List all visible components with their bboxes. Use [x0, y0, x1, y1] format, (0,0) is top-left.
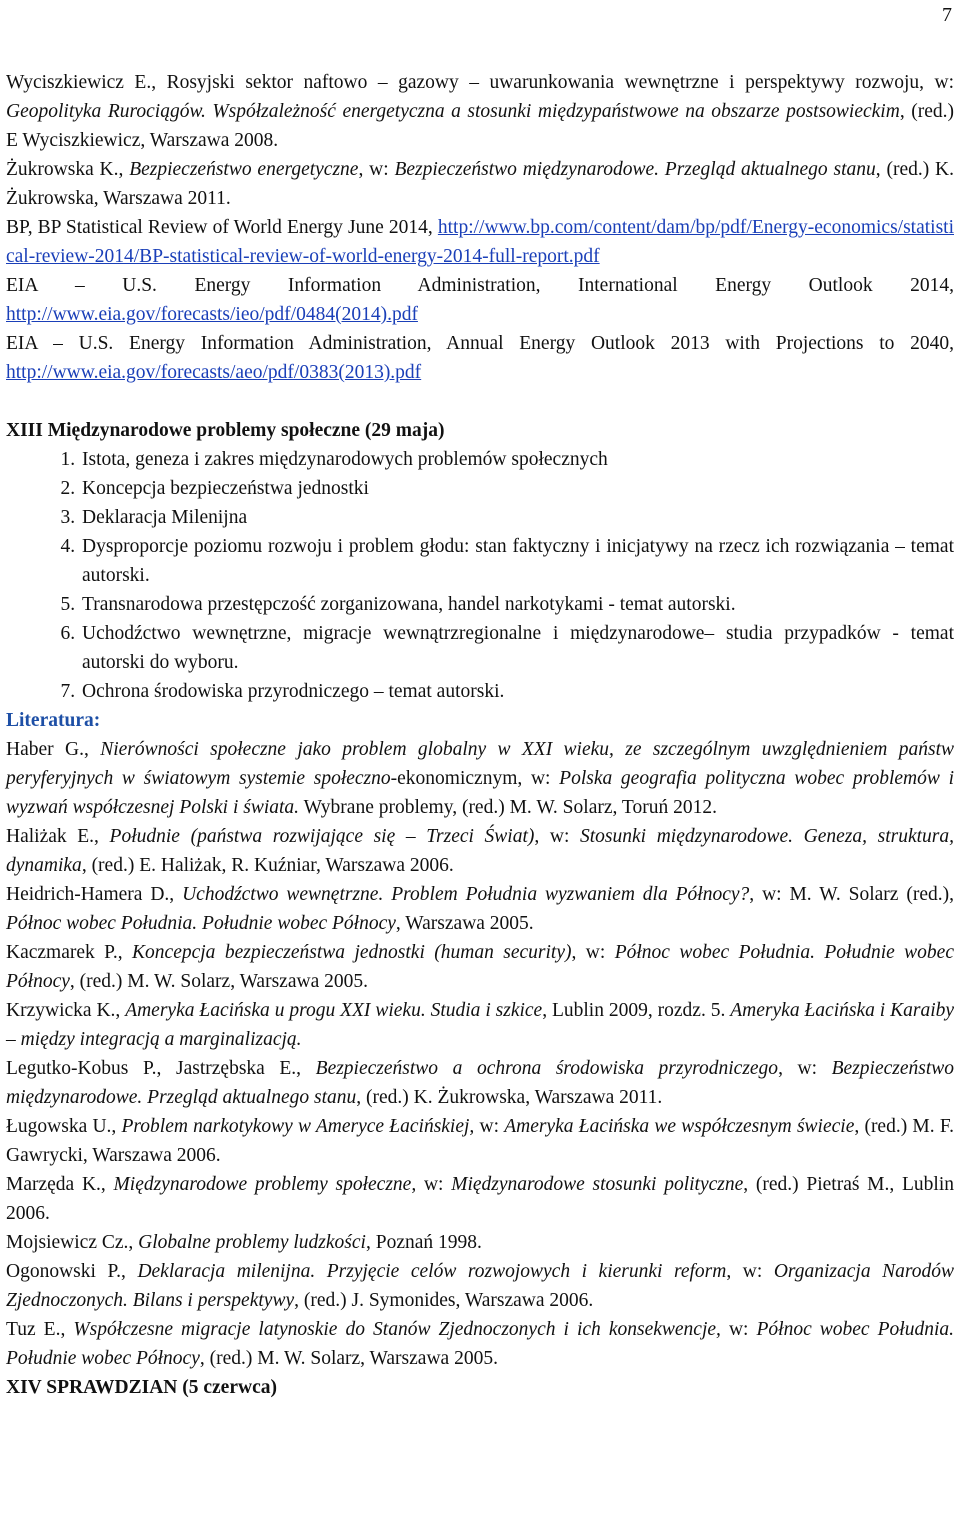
- literature-entry: Krzywicka K., Ameryka Łacińska u progu XXI wieku. Studia i szkice, Lublin 2009, rozdz. 5. Ameryka Łacińska i Karaiby – między integracją a marginalizacją.: [6, 1000, 955, 1050]
- list-item: 3. Deklaracja Milenijna: [80, 503, 954, 532]
- eia-ieo-link[interactable]: http://www.eia.gov/forecasts/ieo/pdf/0484(2014).pdf: [6, 304, 418, 325]
- eia-aeo-link[interactable]: http://www.eia.gov/forecasts/aeo/pdf/0383(2013).pdf: [6, 362, 422, 383]
- bp-report-link[interactable]: http://www.bp.com/content/dam/bp/pdf/Energy-economics/statistical-review-2014/BP-statistical-review-of-world-energy-2014-full-report.pdf: [6, 217, 954, 267]
- section-title: XIV SPRAWDZIAN (5 czerwca): [6, 1377, 277, 1398]
- spacer: [6, 387, 954, 416]
- literature-entry: Ogonowski P., Deklaracja milenijna. Przyjęcie celów rozwojowych i kierunki reform, w: Organizacja Narodów Zjednoczonych. Bilans i perspektywy, (red.) J. Symonides, Warszawa 2006.: [6, 1261, 955, 1311]
- reference-entry-bp: BP, BP Statistical Review of World Energy June 2014, http://www.bp.com/content/dam/bp/pdf/Energy-economics/statistical-review-2014/BP-statistical-review-of-world-energy-2014-full-report.pdf: [6, 217, 954, 267]
- topic-list: [6, 445, 954, 706]
- literature-entry: Mojsiewicz Cz., Globalne problemy ludzkości, Poznań 1998.: [6, 1232, 482, 1253]
- document-body: [6, 68, 954, 1402]
- literature-entry: Marzęda K., Międzynarodowe problemy społeczne, w: Międzynarodowe stosunki polityczne, (red.) Pietraś M., Lublin 2006.: [6, 1174, 955, 1224]
- reference-entry: Żukrowska K., Bezpieczeństwo energetyczne, w: Bezpieczeństwo międzynarodowe. Przegląd aktualnego stanu, (red.) K. Żukrowska, Warszawa 2011.: [6, 159, 954, 209]
- reference-entry: Wyciszkiewicz E., Rosyjski sektor naftowo – gazowy – uwarunkowania wewnętrzne i perspektywy rozwoju, w: Geopolityka Rurociągów. Współzależność energetyczna a stosunki międzypaństwowe na obszarze postsowieckim, (red.) E Wyciszkiewicz, Warszawa 2008.: [6, 72, 954, 151]
- list-item: 7. Ochrona środowiska przyrodniczego – temat autorski.: [80, 677, 954, 706]
- page-number: 7: [942, 4, 952, 26]
- literature-entry: Tuz E., Współczesne migracje latynoskie do Stanów Zjednoczonych i ich konsekwencje, w: Północ wobec Południa. Południe wobec Północy, (red.) M. W. Solarz, Warszawa 2005.: [6, 1319, 954, 1369]
- list-item: 1. Istota, geneza i zakres międzynarodowych problemów społecznych: [80, 445, 954, 474]
- literature-heading: Literatura:: [6, 710, 101, 731]
- literature-entry: Legutko-Kobus P., Jastrzębska E., Bezpieczeństwo a ochrona środowiska przyrodniczego, w: Bezpieczeństwo międzynarodowe. Przegląd aktualnego stanu, (red.) K. Żukrowska, Warszawa 2011.: [6, 1058, 955, 1108]
- list-item: 4. Dysproporcje poziomu rozwoju i problem głodu: stan faktyczny i inicjatywy na rzecz ich rozwiązania – temat autorski.: [80, 532, 954, 590]
- literature-entry: Haber G., Nierówności społeczne jako problem globalny w XXI wieku, ze szczególnym uwzględnieniem państw peryferyjnych w światowym systemie społeczno-ekonomicznym, w: Polska geografia polityczna wobec problemów i wyzwań współczesnej Polski i świata. Wybrane problemy, (red.) M. W. Solarz, Toruń 2012.: [6, 739, 955, 818]
- literature-entry: Haliżak E., Południe (państwa rozwijające się – Trzeci Świat), w: Stosunki międzynarodowe. Geneza, struktura, dynamika, (red.) E. Haliżak, R. Kuźniar, Warszawa 2006.: [6, 826, 954, 876]
- list-item: 6. Uchodźctwo wewnętrzne, migracje wewnątrzregionalne i międzynarodowe– studia przypadków - temat autorski do wyboru.: [80, 619, 954, 677]
- literature-entry: Ługowska U., Problem narkotykowy w Ameryce Łacińskiej, w: Ameryka Łacińska we współczesnym świecie, (red.) M. F. Gawrycki, Warszawa 2006.: [6, 1116, 955, 1166]
- literature-entry: Kaczmarek P., Koncepcja bezpieczeństwa jednostki (human security), w: Północ wobec Południa. Południe wobec Północy, (red.) M. W. Solarz, Warszawa 2005.: [6, 942, 954, 992]
- reference-entry-eia-ieo: EIA – U.S. Energy Information Administration, International Energy Outlook 2014, http://www.eia.gov/forecasts/ieo/pdf/0484(2014).pdf: [6, 275, 954, 325]
- list-item: 5. Transnarodowa przestępczość zorganizowana, handel narkotykami - temat autorski.: [80, 590, 954, 619]
- section-title: XIII Międzynarodowe problemy społeczne (29 maja): [6, 420, 445, 441]
- literature-entry: Heidrich-Hamera D., Uchodźctwo wewnętrzne. Problem Południa wyzwaniem dla Północy?, w: M. W. Solarz (red.), Północ wobec Południa. Południe wobec Północy, Warszawa 2005.: [6, 884, 954, 934]
- reference-entry-eia-aeo: EIA – U.S. Energy Information Administration, Annual Energy Outlook 2013 with Projections to 2040, http://www.eia.gov/forecasts/aeo/pdf/0383(2013).pdf: [6, 333, 954, 383]
- list-item: 2. Koncepcja bezpieczeństwa jednostki: [80, 474, 954, 503]
